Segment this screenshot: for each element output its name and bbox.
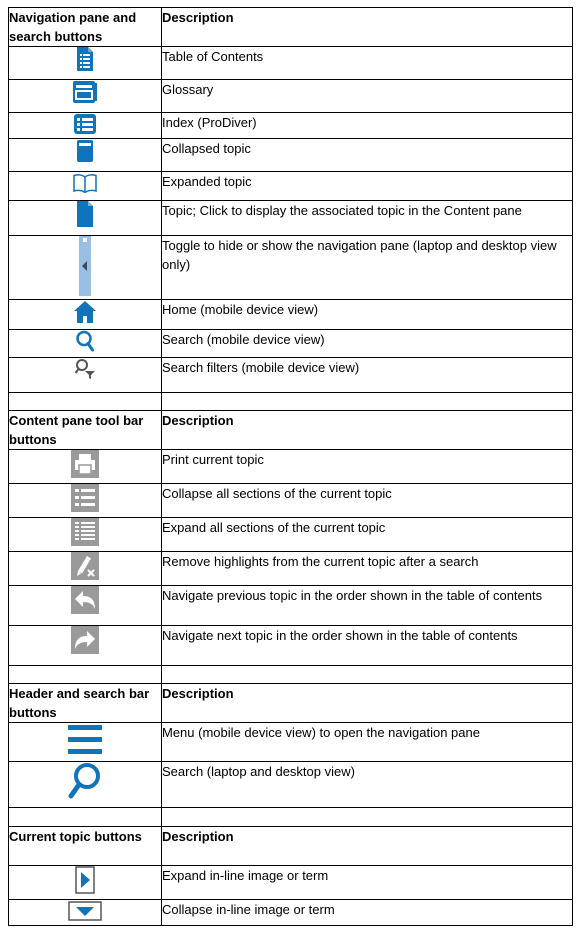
collapse-sections-icon[interactable] (71, 484, 99, 512)
index-icon (73, 113, 97, 135)
row-description: Navigate previous topic in the order shown in the table of contents (162, 586, 573, 626)
glossary-icon (72, 80, 98, 104)
header-col2: Description (162, 827, 573, 866)
section-header-content-pane (9, 411, 573, 450)
search-filter-icon[interactable] (74, 358, 96, 380)
collapse-inline-icon[interactable] (68, 901, 102, 921)
row-description: Index (ProDiver) (162, 113, 573, 139)
collapsed-book-icon (76, 139, 94, 163)
table-row (9, 330, 573, 358)
spacer-row (9, 808, 573, 827)
open-book-icon (72, 173, 98, 193)
row-description: Toggle to hide or show the navigation pane (laptop and desktop view only) (162, 236, 573, 300)
row-description: Remove highlights from the current topic after a search (162, 552, 573, 586)
table-row (9, 762, 573, 808)
table-row (9, 172, 573, 201)
row-description: Search filters (mobile device view) (162, 358, 573, 393)
row-description: Expand all sections of the current topic (162, 518, 573, 552)
header-col1: Header and search bar buttons (9, 684, 162, 723)
table-row (9, 586, 573, 626)
toc-icon (75, 47, 95, 71)
previous-topic-icon[interactable] (71, 586, 99, 614)
row-description: Menu (mobile device view) to open the navigation pane (162, 723, 573, 762)
topic-page-icon (76, 201, 94, 227)
expand-inline-icon[interactable] (75, 866, 95, 894)
table-row (9, 552, 573, 586)
header-col1: Navigation pane and search buttons (9, 8, 162, 47)
table-row (9, 358, 573, 393)
header-col1: Content pane tool bar buttons (9, 411, 162, 450)
table-row (9, 47, 573, 80)
row-description: Topic; Click to display the associated topic in the Content pane (162, 201, 573, 236)
table-row (9, 866, 573, 900)
table-row (9, 518, 573, 552)
print-icon[interactable] (71, 450, 99, 478)
table-row (9, 113, 573, 139)
row-description: Search (mobile device view) (162, 330, 573, 358)
expand-sections-icon[interactable] (71, 518, 99, 546)
table-row (9, 484, 573, 518)
table-row (9, 300, 573, 330)
row-description: Collapsed topic (162, 139, 573, 172)
table-row (9, 723, 573, 762)
section-header-navigation (9, 8, 573, 47)
row-description: Home (mobile device view) (162, 300, 573, 330)
row-description: Navigate next topic in the order shown in the table of contents (162, 626, 573, 666)
table-row (9, 201, 573, 236)
table-row (9, 139, 573, 172)
toggle-nav-pane-icon[interactable] (78, 236, 92, 296)
table-row (9, 236, 573, 300)
spacer-row (9, 666, 573, 684)
search-large-icon[interactable] (68, 762, 102, 800)
table-row (9, 626, 573, 666)
search-icon[interactable] (75, 330, 95, 352)
home-icon[interactable] (73, 300, 97, 324)
row-description: Collapse in-line image or term (162, 900, 573, 926)
header-col2: Description (162, 411, 573, 450)
row-description: Expand in-line image or term (162, 866, 573, 900)
row-description: Print current topic (162, 450, 573, 484)
section-header-current-topic (9, 827, 573, 866)
row-description: Expanded topic (162, 172, 573, 201)
button-reference-table (8, 7, 573, 926)
spacer-row (9, 393, 573, 411)
menu-icon[interactable] (68, 723, 102, 757)
section-header-header-bar (9, 684, 573, 723)
table-row (9, 450, 573, 484)
header-col2: Description (162, 684, 573, 723)
header-col1: Current topic buttons (9, 827, 162, 866)
table-row (9, 80, 573, 113)
row-description: Collapse all sections of the current topic (162, 484, 573, 518)
header-col2: Description (162, 8, 573, 47)
row-description: Table of Contents (162, 47, 573, 80)
next-topic-icon[interactable] (71, 626, 99, 654)
row-description: Glossary (162, 80, 573, 113)
remove-highlight-icon[interactable] (71, 552, 99, 580)
row-description: Search (laptop and desktop view) (162, 762, 573, 808)
table-row (9, 900, 573, 926)
